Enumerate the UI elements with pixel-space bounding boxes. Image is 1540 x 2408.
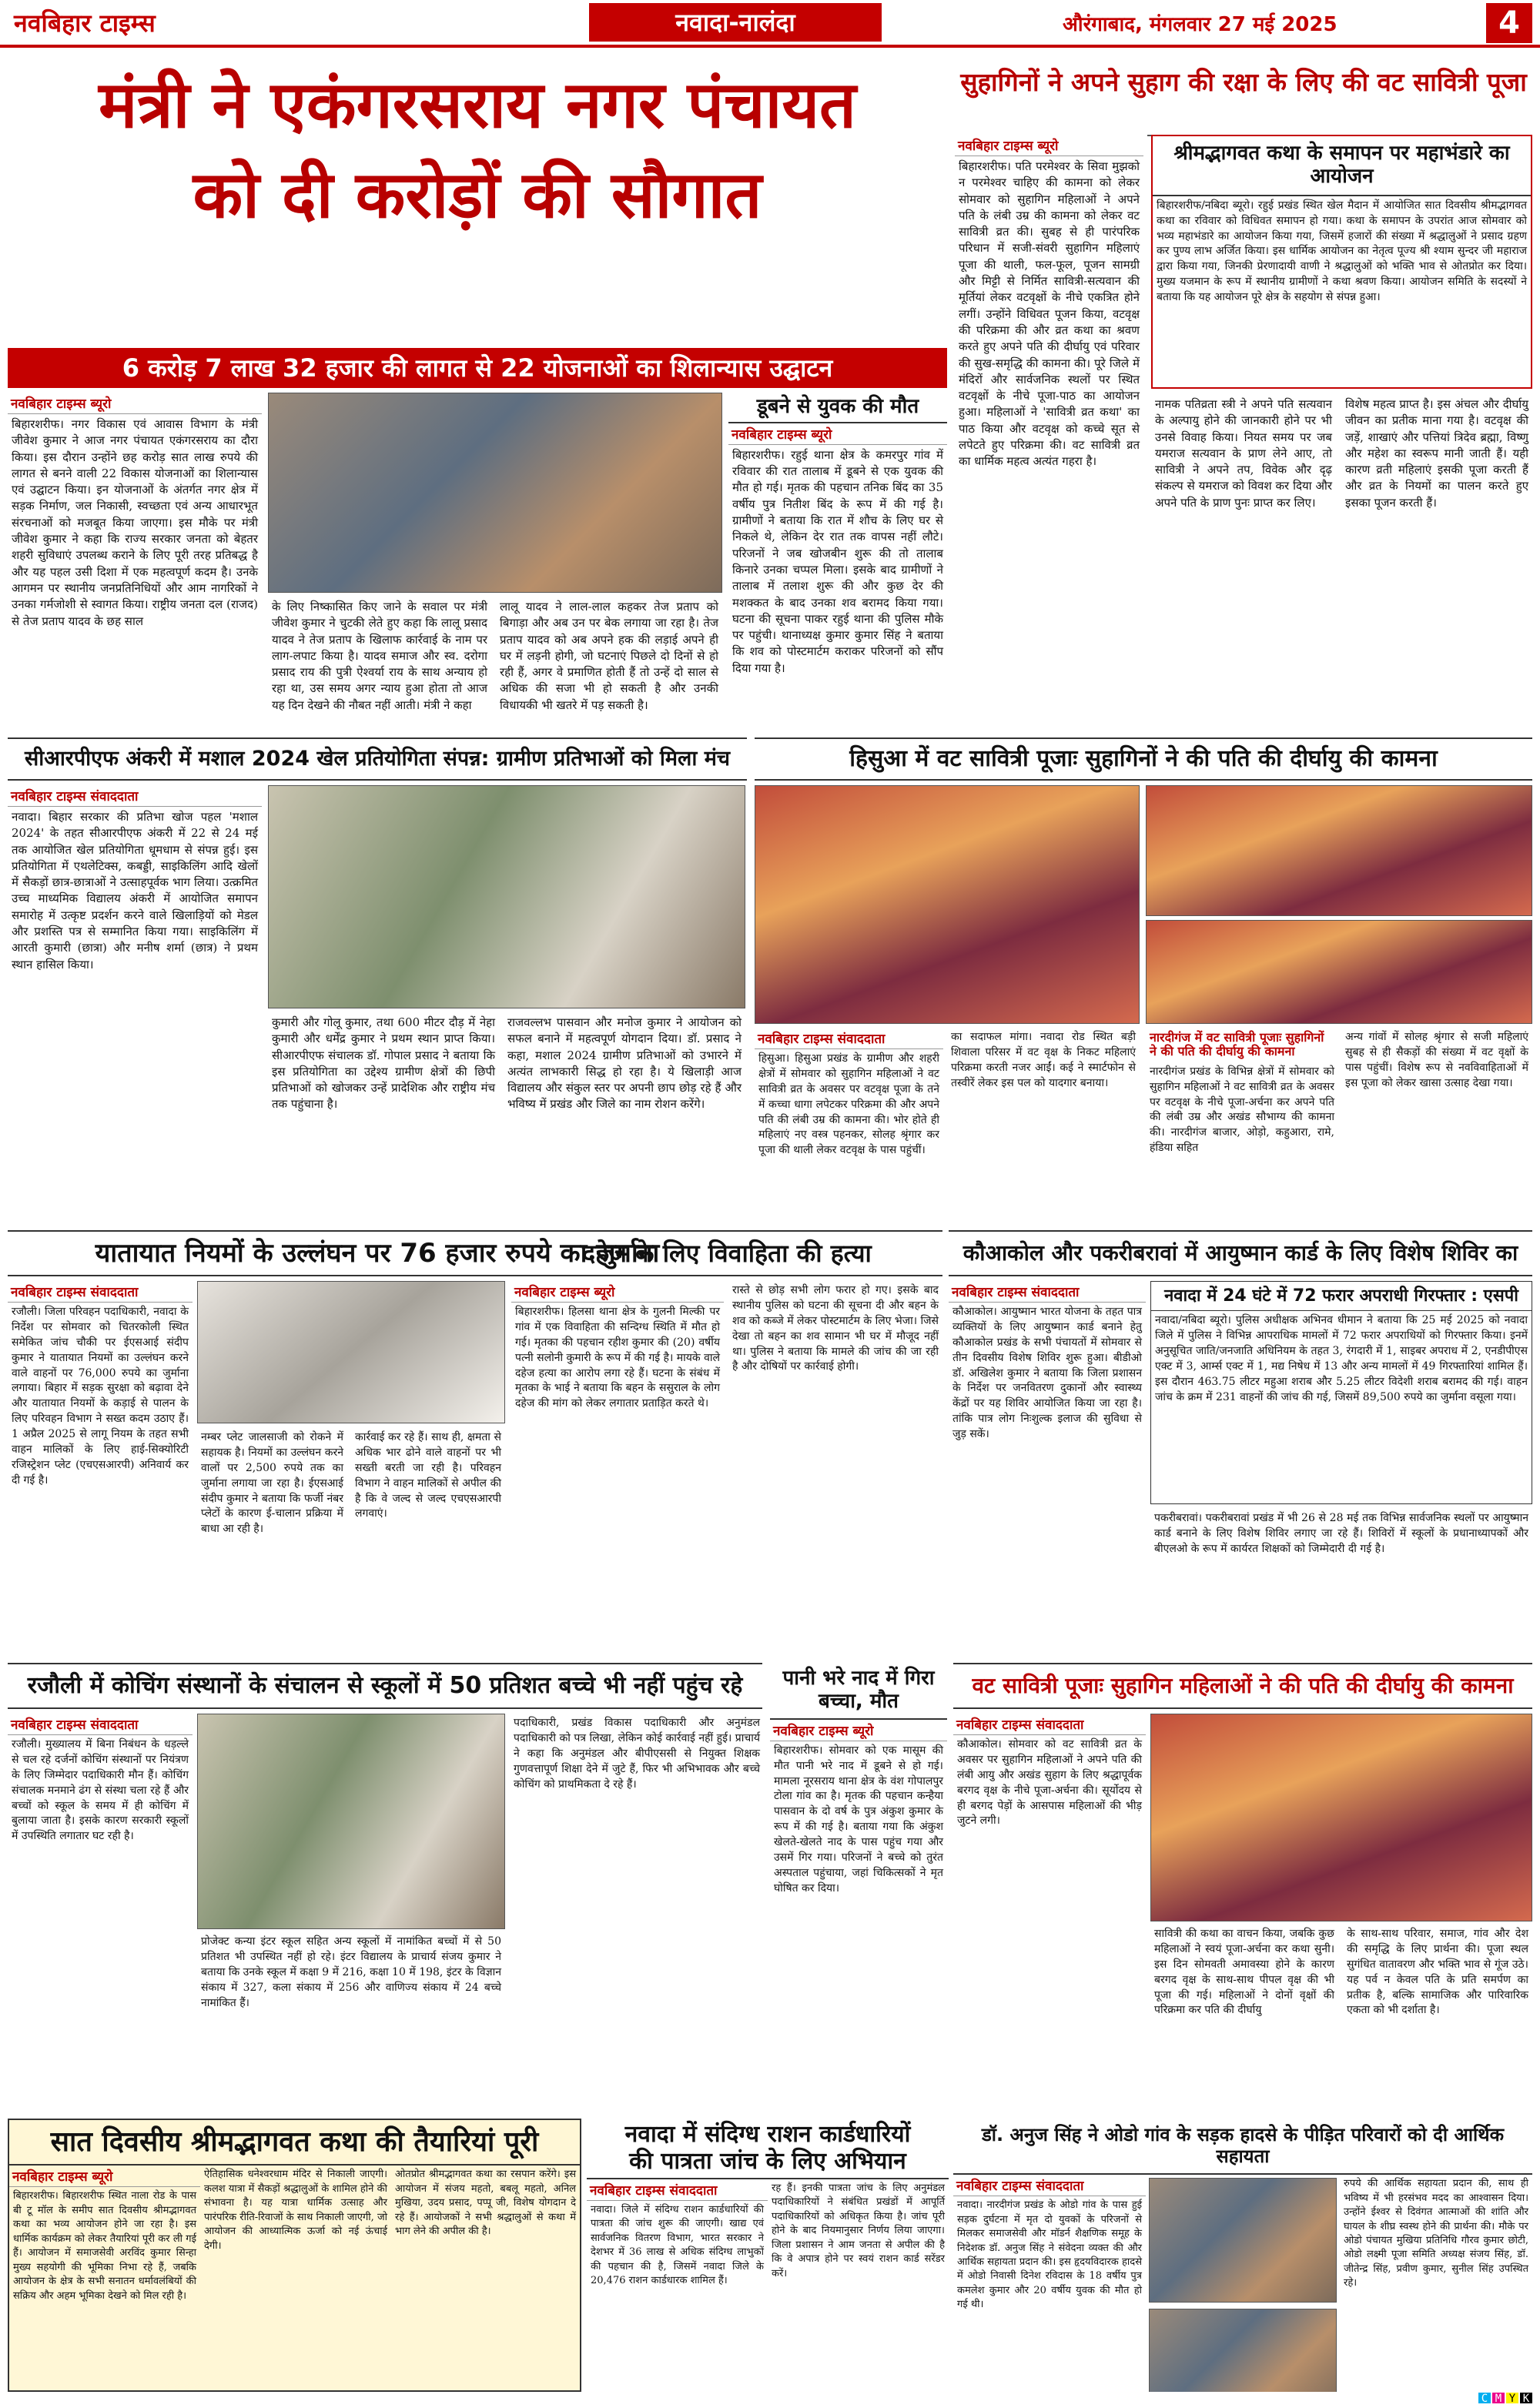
bhagwat2-body-2: ऐतिहासिक धनेश्वरधाम मंदिर से निकाली जाएगी। कलश यात्रा में सैकड़ों श्रद्धालुओं के शामिल होने की संभावना है। यह यात्रा धार्मिक उत्साह और पारंपरिक रीति-रिवाजों के साथ निकाली जाएगी, जो आयोजन की आध्यात्मिक ऊर्जा को नई ऊंचाई देगी। xyxy=(204,2169,387,2252)
traffic-byline: नवबिहार टाइम्स संवाददाता xyxy=(8,1281,192,1303)
nandbaby-headline: पानी भरे नाद में गिरा बच्चा, मौत xyxy=(770,1663,947,1720)
crpf-photo xyxy=(268,785,745,1008)
coaching-body: रजौली। मुख्यालय में बिना निबंधन के धड़ल्ले से चल रहे दर्जनों कोचिंग संस्थानों पर नियंत्रण के लिए जिम्मेदार पदाधिकारी मौन हैं। कोचिंग संचालक मनमाने ढंग से संस्था चला रहे हैं और बच्चों को स्कूल के समय में ही कोचिंग में बुलाया जाता है। इसके कारण सरकारी स्कूलों में उपस्थिति लगातार घट रही है। xyxy=(12,1738,189,1843)
vat1-col3 xyxy=(1341,394,1532,733)
accident-photo-2 xyxy=(1149,2309,1337,2392)
bhagwat2-col1 xyxy=(9,2166,200,2306)
vat2-col3 xyxy=(1343,1925,1532,2114)
lead-headline-line2: को दी करोड़ों की सौगात xyxy=(192,156,762,232)
lead-subhead: 6 करोड़ 7 लाख 32 हजार की लागत से 22 योजनाओं का शिलान्यास उद्घाटन xyxy=(8,348,947,388)
coaching-col2 xyxy=(197,1932,505,2114)
accident-photo-1 xyxy=(1149,2178,1337,2303)
vat2-body: कौआकोल। सोमवार को वट सावित्री व्रत के अवसर पर सुहागिन महिलाओं ने अपने पति की लंबी आयु और अखंड सुहाग के लिए श्रद्धापूर्वक बरगद वृक्ष के नीचे पूजा-अर्चना की। सूर्योदय से ही बरगद पेड़ों के आसपास महिलाओं की भीड़ जुटने लगी। xyxy=(957,1738,1142,1828)
ayushman-byline: नवबिहार टाइम्स संवाददाता xyxy=(949,1281,1146,1303)
vat2-col2 xyxy=(1150,1925,1338,2114)
crpf-col3 xyxy=(504,1012,745,1224)
ayushman-headline: कौआकोल और पकरीबरावां में आयुष्मान कार्ड के लिए विशेष शिविर का xyxy=(949,1230,1532,1276)
crpf-col1 xyxy=(8,785,262,1224)
bhagwat1-box xyxy=(1151,135,1532,389)
hisua-body-4: अन्य गांवों में सोलह श्रृंगार से सजी महिलाएं सुबह से ही सैकड़ों की संख्या में वट वृक्षों के पास पहुंचीं। विशेष रूप से नवविवाहिताओं में इस पूजा को लेकर खासा उत्साह देखा गया। xyxy=(1345,1031,1528,1089)
vat1-headline: सुहागिनों ने अपने सुहाग की रक्षा के लिए की वट सावित्री पूजा xyxy=(960,67,1527,97)
vat1-col2 xyxy=(1151,394,1336,733)
crpf-col2 xyxy=(268,1012,499,1224)
vat2-col1 xyxy=(953,1714,1146,2114)
coaching-photo xyxy=(197,1714,505,1929)
lead-col3 xyxy=(496,597,722,731)
lead-body-2: के लिए निष्कासित किए जाने के सवाल पर मंत्री जीवेश कुमार ने चुटकी लेते हुए कहा कि लालू प्रसाद यादव ने तेज प्रताप के खिलाफ कार्रवाई के नाम पर लाग-लपाट किया है। यादव समाज और स्व. दरोगा प्रसाद राय की पुत्री ऐश्वर्या राय के साथ अन्याय हो रहा था, उस समय अगर न्याय हुआ होता तो आज यह दिन देखने की नौबत नहीं आती। मंत्री ने कहा xyxy=(272,600,487,712)
hisua-body-2: का सदाफल मांगा। नवादा रोड स्थित बड़ी शिवाला परिसर में वट वृक्ष के निकट महिलाएं परिक्रमा करती नजर आईं। कई ने स्मार्टफोन से तस्वीरें लेकर इस पल को यादगार बनाया। xyxy=(951,1031,1136,1089)
hisua-photo-1 xyxy=(755,785,1140,1024)
lead-body-1: बिहारशरीफ। नगर विकास एवं आवास विभाग के मंत्री जीवेश कुमार ने आज नगर पंचायत एकंगरसराय का दौरा किया। इस दौरान उन्होंने छह करोड़ सात लाख रुपये की लागत से बनने वाली 22 विकास योजनाओं का शिलान्यास एवं उद्घाटन किया। इन योजनाओं के अंतर्गत नगर क्षेत्र में सड़क निर्माण, जल निकासी, स्वच्छता एवं अन्य आधारभूत संरचनाओं को मजबूत किया जाएगा। इस मौके पर मंत्री जीवेश कुमार ने कहा कि राज्य सरकार जनता को बेहतर शहरी सुविधाएं उपलब्ध कराने के लिए पूरी तरह प्रतिबद्ध है और यह पहल उसी दिशा में एक महत्वपूर्ण कदम है। उनके आगमन पर स्थानीय जनप्रतिनिधियों और आम नागरिकों ने उनका गर्मजोशी से स्वागत किया। राष्ट्रीय जनता दल (राजद) से तेज प्रताप यादव के छह साल xyxy=(12,417,258,628)
ration-body: नवादा। जिले में संदिग्ध राशन कार्डधारियों की पात्रता की जांच शुरू की जाएगी। खाद्य एवं सार्वजनिक वितरण विभाग, भारत सरकार ने देशभर में 36 लाख से अधिक संदिग्ध लाभुकों की पहचान की है, जिसमें नवादा जिले के 20,476 राशन कार्डधारक शामिल हैं। xyxy=(591,2204,764,2287)
vat2-body-2: सावित्री की कथा का वाचन किया, जबकि कुछ महिलाओं ने स्वयं पूजा-अर्चना कर कथा सुनी। इस दिन सोमवती अमावस्या होने के कारण बरगद वृक्ष के साथ-साथ पीपल वृक्ष की भी पूजा की गई। महिलाओं ने दोनों वृक्षों की परिक्रमा कर पति की दीर्घायु xyxy=(1154,1928,1334,2017)
accident-byline: नवबिहार टाइम्स संवाददाता xyxy=(953,2175,1146,2196)
traffic-body-2: नम्बर प्लेट जालसाजी को रोकने में सहायक है। नियमों का उल्लंघन करने वालों पर 2,500 रुपये तक का जुर्माना लगाया जा रहा है। ईएसआई संदीप कुमार ने बताया कि फर्जी नंबर प्लेटों के कारण ई-चालान प्रक्रिया में बाधा आ रही है। xyxy=(201,1431,343,1536)
traffic-body: रजौली। जिला परिवहन पदाधिकारी, नवादा के निर्देश पर सोमवार को चितरकोली स्थित समेकित जांच चौकी पर ईएसआई संदीप कुमार ने यातायात नियमों का उल्लंघन करने वाले वाहनों पर 76,000 रुपये का जुर्माना लगाया। बिहार में सड़क सुरक्षा को बढ़ावा देने और यातायात नियमों के कड़ाई से पालन के लिए परिवहन विभाग ने सख्त कदम उठाए हैं। 1 अप्रैल 2025 से लागू नियम के तहत सभी वाहन मालिकों के लिए हाई-सिक्योरिटी रजिस्ट्रेशन प्लेट (एचएसआरपी) अनिवार्य कर दी गई है। xyxy=(12,1306,189,1487)
hisua-photo-3 xyxy=(1146,920,1532,1024)
ayushman-col2 xyxy=(1150,1509,1532,1659)
ration-story xyxy=(587,2119,949,2392)
bhagwat1-body: बिहारशरीफ/नबिदा ब्यूरो। रहुई प्रखंड स्थित खेल मैदान में आयोजित सात दिवसीय श्रीमद्भागवत कथा का रविवार को विधिवत समापन हो गया। कथा के समापन के उपरांत आज सोमवार को भव्य महाभंडारे का आयोजन किया गया, जिसमें हजारों की संख्या में श्रद्धालुओं ने प्रसाद ग्रहण कर पुण्य लाभ अर्जित किया। इस धार्मिक आयोजन का नेतृत्व पूज्य श्री श्याम सुन्दर जी महाराज द्वारा किया गया, जिनकी प्रेरणादायी वाणी ने श्रद्धालुओं को भक्ति भाव से ओतप्रोत कर दिया। मुख्य यजमान के रूप में स्थानीय ग्रामीणों ने कथा श्रवण किया। आयोजन समिति के सदस्यों ने बताया कि यह आयोजन पूरे क्षेत्र के सहयोग से संपन्न हुआ। xyxy=(1157,199,1527,304)
coaching-byline: नवबिहार टाइम्स संवाददाता xyxy=(8,1714,192,1735)
dowry-byline: नवबिहार टाइम्स ब्यूरो xyxy=(511,1281,724,1303)
crpf-body: नवादा। बिहार सरकार की प्रतिभा खोज पहल 'मशाल 2024' के तहत सीआरपीएफ अंकरी में 22 से 24 मई तक आयोजित खेल प्रतियोगिता धूमधाम से संपन्न हुई। इस प्रतियोगिता में एथलेटिक्स, कबड्डी, साइकिलिंग आदि खेलों में सैकड़ों छात्र-छात्राओं ने उत्साहपूर्वक भाग लिया। उत्क्रमित उच्च माध्यमिक विद्यालय अंकरी में आयोजित समापन समारोह में उत्कृष्ट प्रदर्शन करने वाले खिलाड़ियों को मेडल और प्रशस्ति पत्र से सम्मानित किया गया। साइकिलिंग में आरती कुमारी (छात्रा) और मनीष शर्मा (छात्र) ने प्रथम स्थान हासिल किया। xyxy=(12,810,258,972)
crpf-body-2: कुमारी और गोलू कुमार, तथा 600 मीटर दौड़ में नेहा कुमारी और धर्मेंद्र कुमार ने प्रथम स्थान प्राप्त किया। सीआरपीएफ संचालक डॉ. गोपाल प्रसाद ने बताया कि इस प्रतियोगिता का उद्देश्य ग्रामीण क्षेत्रों की छिपी प्रतिभाओं को खोजकर उन्हें प्रादेशिक और राष्ट्रीय मंच तक पहुंचाना है। xyxy=(272,1015,495,1112)
lead-col2 xyxy=(268,597,491,731)
arrest-box xyxy=(1150,1281,1532,1504)
drowning-body: बिहारशरीफ। रहुई थाना क्षेत्र के कमरपुर गांव में रविवार की रात तालाब में डूबने से एक युवक की मौत हो गई। मृतक की पहचान तनिक बिंद का 35 वर्षीय पुत्र नितीश बिंद के रूप में की गई है। ग्रामीणों ने बताया कि रात में शौच के लिए घर से निकले थे, लेकिन देर रात तक वापस नहीं लौटे। परिजनों ने जब खोजबीन शुरू की तो तालाब किनारे उनका चप्पल मिला। इसके बाद ग्रामीणों ने तालाब में तलाश शुरू की और कुछ देर की मशक्कत के बाद उनका शव बरामद किया गया। घटना की सूचना पाकर रहुई थाना की पुलिस मौके पर पहुंची। थानाध्यक्ष कुमार कुमार सिंह ने बताया कि शव को पोस्टमार्टम कराकर परिजनों को सौंप दिया गया है। xyxy=(732,447,943,675)
cmyk-y: Y xyxy=(1506,2393,1518,2403)
dowry-col2 xyxy=(728,1281,942,1658)
nandbaby-byline: नवबिहार टाइम्स ब्यूरो xyxy=(770,1720,947,1741)
crpf-byline: नवबिहार टाइम्स संवाददाता xyxy=(8,785,262,807)
lead-byline: नवबिहार टाइम्स ब्यूरो xyxy=(8,393,262,414)
vat1-col1 xyxy=(955,135,1143,735)
accident-col1 xyxy=(953,2175,1146,2392)
vat1-body: बिहारशरीफ। पति परमेश्वर के सिवा मुझको न परमेश्वर चाहिए की कामना को लेकर सोमवार को सुहागिन महिलाओं ने अपने पति के लंबी उम्र की कामना को लेकर वट सावित्री व्रत की। सुबह से ही पारंपरिक परिधान में सजी-संवरी सुहागिन महिलाएं पूजा की थाली, फल-फूल, पूजन सामग्री और मिट्टी से निर्मित सावित्री-सत्यवान की मूर्तियां लेकर वटवृक्षों के नीचे एकत्रित होने लगीं। उन्होंने विधिवत पूजन किया, वटवृक्ष की परिक्रमा की और व्रत कथा का श्रवण करते हुए अपने पति की दीर्घायु एवं परिवार की सुख-समृद्धि की कामना की। पूरे जिले में मंदिरों और सार्वजनिक स्थलों पर स्थित वटवृक्षों के नीचे पूजा-पाठ का आयोजन हुआ। महिलाओं ने 'सावित्री व्रत कथा' का पाठ किया और वटवृक्ष को कच्चे सूत से लपेटते हुए परिक्रमा की। वट सावित्री व्रत का धार्मिक महत्व अत्यंत गहरा है। xyxy=(959,159,1140,469)
accident-body-2: रुपये की आर्थिक सहायता प्रदान की, साथ ही भविष्य में भी हरसंभव मदद का आश्वासन दिया। उन्होंने ईश्वर से दिवंगत आत्माओं की शांति और घायल के शीघ्र स्वस्थ होने की प्रार्थना की। मौके पर ओडो पंचायत मुखिया प्रतिनिधि गौरव कुमार छोटी, ओडो लक्ष्मी पूजा समिति अध्यक्ष संजय सिंह, डॉ. जीतेन्द्र सिंह, प्रवीण कुमार, सुनील सिंह उपस्थित रहे। xyxy=(1344,2178,1528,2289)
hisua-headline: हिसुआ में वट सावित्री पूजाः सुहागिनों ने की पति की दीर्घायु की कामना xyxy=(755,737,1532,781)
vat2-body-3: के साथ-साथ परिवार, समाज, गांव और देश की समृद्धि के लिए प्रार्थना की। पूजा स्थल सुगंधित वातावरण और भक्ति भाव से गूंज उठे। यह पर्व न केवल पति के प्रति समर्पण का प्रतीक है, बल्कि सामाजिक और पारिवारिक एकता को भी दर्शाता है। xyxy=(1347,1928,1528,2017)
vat1-body-3: विशेष महत्व प्राप्त है। इस अंचल और दीर्घायु जीवन का प्रतीक माना गया है। वटवृक्ष की जड़ें, शाखाएं और पत्तियां त्रिदेव ब्रह्मा, विष्णु और महेश का स्वरूप मानी जाती हैं। यही कारण व्रती महिलाएं इसकी पूजा करती हैं और व्रत के नियमों का पालन करते हुए इसका पूजन करती हैं। xyxy=(1345,397,1528,510)
ayushman-body-2: पकरीबरावां। पकरीबरावां प्रखंड में भी 26 से 28 मई तक विभिन्न सार्वजनिक स्थलों पर आयुष्मान कार्ड बनाने के लिए विशेष शिविर लगाए जा रहे हैं। शिविरों में स्कूलों के प्रधानाध्यापकों और बीएलओ के रूप में कार्यरत शिक्षकों को जिम्मेदारी दी गई है। xyxy=(1154,1512,1528,1555)
traffic-headline: यातायात नियमों के उल्लंघन पर 76 हजार रुपये का जुर्माना xyxy=(8,1230,747,1276)
accident-col2 xyxy=(1340,2175,1532,2392)
hisua-col2 xyxy=(947,1028,1140,1224)
drowning-story xyxy=(728,393,947,731)
ayushman-col1 xyxy=(949,1281,1146,1658)
accident-headline: डॉ. अनुज सिंह ने ओडो गांव के सड़क हादसे के पीड़ित परिवारों को दी आर्थिक सहायता xyxy=(953,2119,1532,2175)
ayushman-body: कौआकोल। आयुष्मान भारत योजना के तहत पात्र व्यक्तियों के लिए आयुष्मान कार्ड बनाने हेतु कौआकोल प्रखंड के सभी पंचायतों में सोमवार से तीन दिवसीय विशेष शिविर शुरू हुआ। बीडीओ डॉ. अखिलेश कुमार ने बताया कि जिला प्रशासन के निर्देश पर जनवितरण दुकानों और स्वास्थ्य केंद्रों पर यह शिविर आयोजित किया जा रहा है। तांकि पात्र लोग निःशुल्क इलाज की सुविधा से जुड़ सकें। xyxy=(952,1306,1142,1440)
drowning-headline: डूबने से युवक की मौत xyxy=(728,393,947,423)
coaching-headline: रजौली में कोचिंग संस्थानों के संचालन से स्कूलों में 50 प्रतिशत बच्चे भी नहीं पहुंच रहे xyxy=(8,1663,762,1709)
ration-body-2: रह हैं। इनकी पात्रता जांच के लिए अनुमंडल पदाधिकारियों ने संबंधित प्रखंडों में आपूर्ति पदाधिकारियों को अधिकृत किया है। जांच पूरी होने के बाद नियमानुसार निर्णय लिया जाएगा। जिला प्रशासन ने आम जनता से अपील की है कि वे अपात्र होने पर स्वयं राशन कार्ड सरेंडर करें। xyxy=(772,2182,945,2279)
bhagwat1-headline: श्रीमद्भागवत कथा के समापन पर महाभंडारे का आयोजन xyxy=(1153,136,1531,196)
vat2-byline: नवबिहार टाइम्स संवाददाता xyxy=(953,1714,1146,1735)
dowry-body-2: रास्ते से छोड़ सभी लोग फरार हो गए। इसके बाद स्थानीय पुलिस को घटना की सूचना दी और बहन के शव को कब्जे में लेकर पोस्टमार्टम के लिए भेजा। जिसे देखा तो बहन का शव सामान भी घर में मौजूद नहीं था। पुलिस ने बताया कि मामले की जांच की जा रही है और दोषियों पर कार्रवाई होगी। xyxy=(732,1284,939,1373)
traffic-col1 xyxy=(8,1281,192,1658)
bhagwat2-byline: नवबिहार टाइम्स ब्यूरो xyxy=(9,2166,200,2187)
coaching-col3 xyxy=(510,1714,764,2114)
masthead xyxy=(0,0,1540,48)
arrest-body: नवादा/नबिदा ब्यूरो। पुलिस अधीक्षक अभिनव धीमान ने बताया कि 25 मई 2025 को नवादा जिले में पुलिस ने विभिन्न आपराधिक मामलों में 72 फरार अपराधियों को गिरफ्तार किया। इनमें अनुसूचित जाति/जनजाति अधिनियम के तहत 3, रंगदारी में 1, साइबर अपराध में 2, एनडीपीएस एक्ट में 3, आर्म्स एक्ट में 1, मद्य निषेध में 13 और अन्य मामलों में 49 गिरफ्तारियां शामिल हैं। इस दौरान 463.75 लीटर महुआ शराब और 5.25 लीटर विदेशी शराब बरामद की गई। वाहन जांच के क्रम में 231 वाहनों की जांच की गई, जिसमें 89,500 रुपये का जुर्माना वसूला गया। xyxy=(1155,1314,1528,1403)
ration-headline-line2: की पात्रता जांच के लिए अभियान xyxy=(587,2149,949,2180)
hisua-body-3: नारदीगंज प्रखंड के विभिन्न क्षेत्रों में सोमवार को सुहागिन महिलाओं ने वट सावित्री व्रत के अवसर पर वटवृक्ष के नीचे पूजा-अर्चना कर अपने पति की लंबी उम्र और अखंड सौभाग्य की कामना की। नारदीगंज बाजार, ओड़ो, कहुआरा, रामे, हंडिया सहित xyxy=(1150,1065,1334,1155)
ration-byline: नवबिहार टाइम्स संवाददाता xyxy=(587,2179,768,2201)
issue-date: औरंगाबाद, मंगलवार 27 मई 2025 xyxy=(1063,13,1337,36)
hisua-byline: नवबिहार टाइम्स संवाददाता xyxy=(755,1028,943,1049)
bhagwat2-col2 xyxy=(200,2166,391,2306)
dowry-col1 xyxy=(511,1281,724,1658)
traffic-col3 xyxy=(351,1428,505,1659)
bhagwat2-col3 xyxy=(391,2166,580,2306)
lead-story xyxy=(8,54,947,346)
traffic-photo xyxy=(197,1281,505,1423)
vat1-body-2: नामक पतिव्रता स्त्री ने अपने पति सत्यवान के अल्पायु होने की जानकारी होने पर भी उनसे विवाह किया। नियत समय पर जब यमराज सत्यवान के प्राण लेने आए, तो सावित्री ने अपने तप, विवेक और दृढ़ संकल्प से यमराज को विवश कर दिया और अपने पति के प्राण पुनः प्राप्त कर लिए। xyxy=(1155,397,1332,510)
dowry-body: बिहारशरीफ। हिलसा थाना क्षेत्र के गुलनी मिल्की पर गांव में एक विवाहिता की सन्दिग्ध स्थिति में मौत हो गई। मृतका की पहचान रहीश कुमार की (20) वर्षीय पत्नी सलोनी कुमारी के रूप में की गई है। मायके वाले दहेज हत्या का आरोप लगा रहे हैं। घटना के संबंध में मृतका के भाई ने बताया कि बहन के ससुराल के लोग दहेज की मांग को लेकर लगातार प्रताड़ित करते थे। xyxy=(515,1306,720,1410)
vat2-photo xyxy=(1150,1714,1532,1921)
coaching-col1 xyxy=(8,1714,192,2114)
paper-name: नवबिहार टाइम्स xyxy=(14,8,156,38)
ration-col2 xyxy=(768,2179,949,2291)
bhagwat2-body: बिहारशरीफ। बिहारशरीफ स्थित नाला रोड के पास बी टू मॉल के समीप सात दिवसीय श्रीमद्भागवत कथा का भव्य आयोजन होने जा रहा है। इस धार्मिक कार्यक्रम को लेकर तैयारियां पूरी कर ली गई हैं। आयोजन में समाजसेवी अरविंद कुमार सिन्हा मुख्य सहयोगी की भूमिका निभा रहे हैं, जबकि आयोजन के क्षेत्र के सभी सनातन धर्मावलंबियों की सक्रिय और अहम भूमिका देखने को मिल रही है। xyxy=(13,2190,196,2302)
crpf-body-3: राजवल्लभ पासवान और मनोज कुमार ने आयोजन को सफल बनाने में महत्वपूर्ण योगदान दिया। डॉ. प्रसाद ने कहा, मशाल 2024 ग्रामीण प्रतिभाओं को उभारने में अत्यंत लाभकारी सिद्ध हो रहा है। ये खिलाड़ी आज विद्यालय और संकुल स्तर पर अपनी छाप छोड़ रहे हैं और भविष्य में प्रखंड और जिले का नाम रोशन करेंगे। xyxy=(507,1015,742,1112)
vat2-headline: वट सावित्री पूजाः सुहागिन महिलाओं ने की पति की दीर्घायु की कामना xyxy=(953,1663,1532,1709)
nandbaby-story xyxy=(770,1663,947,2114)
hisua-col3 xyxy=(1146,1028,1338,1224)
hisua-subheadline: नारदीगंज में वट सावित्री पूजाः सुहागिनों ने की पति की दीर्घायु की कामना xyxy=(1150,1030,1324,1059)
accident-story xyxy=(953,2119,1532,2392)
edition-label: नवादा-नालंदा xyxy=(589,3,882,42)
lead-body-3: लालू यादव ने लाल-लाल कहकर तेज प्रताप को बिगाड़ा और अब उन पर बेक लगाया जा रहा है। तेज प्रताप यादव को अब अपने हक की लड़ाई अपने ही घर में लड़नी होगी, जो घटनाएं पिछले दो दिनों से हो रही हैं, अगर वे प्रमाणित होती हैं तो उन्हें दो साल से अधिक की सजा भी हो सकती है और उनकी विधायकी भी खतरे में पड़ सकती है। xyxy=(500,600,718,712)
hisua-body: हिसुआ। हिसुआ प्रखंड के ग्रामीण और शहरी क्षेत्रों में सोमवार को सुहागिन महिलाओं ने वट सावित्री व्रत के अवसर पर वटवृक्ष पूजा के तने में कच्चा धागा लपेटकर परिक्रमा की और अपने पति की लंबी उम्र की कामना की। भोर होते ही महिलाएं नए वस्त्र पहनकर, सोलह श्रृंगार कर पूजा की थाली लेकर वटवृक्ष के पास पहुंचीं। xyxy=(758,1052,939,1157)
cmyk-k: K xyxy=(1520,2393,1532,2403)
arrest-headline: नवादा में 24 घंटे में 72 फरार अपराधी गिरफ्तार : एसपी xyxy=(1151,1282,1532,1311)
dowry-headline: दहेज के लिए विवाहिता की हत्या xyxy=(511,1230,942,1276)
coaching-body-2: प्रोजेक्ट कन्या इंटर स्कूल सहित अन्य स्कूलों में नामांकित बच्चों में से 50 प्रतिशत भी उपस्थित नहीं हो रहे। इंटर विद्यालय के प्राचार्य संजय कुमार ने बताया कि उनके स्कूल में कक्षा 9 में 216, कक्षा 10 में 198, इंटर के विज्ञान संकाय में 327, कला संकाय में 256 और वाणिज्य संकाय में 24 बच्चे नामांकित हैं। xyxy=(201,1935,501,2009)
bhagwat2-box xyxy=(8,2119,581,2392)
ration-col1 xyxy=(587,2179,768,2291)
ration-headline-line1: नवादा में संदिग्ध राशन कार्डधारियों xyxy=(624,2121,911,2148)
hisua-photo-2 xyxy=(1146,785,1532,916)
coaching-body-3: पदाधिकारी, प्रखंड विकास पदाधिकारी और अनुमंडल पदाधिकारी को पत्र लिखा, लेकिन कोई कार्रवाई नहीं हुई। प्राचार्य ने कहा कि अनुमंडल और बीपीएससी से नियुक्त शिक्षक गुणवत्तापूर्ण शिक्षा देने में जुटे हैं, फिर भी अभिभावक और बच्चे कोचिंग को प्राथमिकता दे रहे हैं। xyxy=(514,1717,760,1791)
page-number: 4 xyxy=(1486,3,1532,43)
cmyk-marks xyxy=(1477,2393,1532,2405)
lead-headline-line1: मंत्री ने एकंगरसराय नगर पंचायत xyxy=(99,67,856,142)
hisua-col1 xyxy=(755,1028,943,1224)
lead-photo xyxy=(268,393,722,593)
traffic-col2 xyxy=(197,1428,347,1659)
bhagwat2-body-3: ओतप्रोत श्रीमद्भागवत कथा का रसपान करेंगे। इस आयोजन में संजय महतो, बबलू महतो, अनिल मुखिया, उदय प्रसाद, पप्पू जी, विशेष योगदान दे रहे हैं। आयोजकों ने सभी श्रद्धालुओं से कथा में भाग लेने की अपील की है। xyxy=(395,2169,576,2238)
hisua-col4 xyxy=(1341,1028,1532,1224)
drowning-byline: नवबिहार टाइम्स ब्यूरो xyxy=(728,423,947,445)
lead-col1 xyxy=(8,393,262,731)
bhagwat2-headline: सात दिवसीय श्रीमद्भागवत कथा की तैयारियां पूरी xyxy=(9,2120,580,2166)
vat1-byline: नवबिहार टाइम्स ब्यूरो xyxy=(955,135,1143,156)
cmyk-c: C xyxy=(1478,2393,1491,2403)
nandbaby-body: बिहारशरीफ। सोमवार को एक मासूम की मौत पानी भरे नाद में डूबने से हो गई। मामला नूरसराय थाना क्षेत्र के वंश गोपालपुर टोला गांव का है। मृतक की पहचान कन्हैया पासवान के दो वर्ष के पुत्र अंकुश कुमार के रूप में की गई है। बताया गया कि अंकुश खेलते-खेलते नाद के पास पहुंच गया और उसमें गिर गया। परिजनों ने बच्चे को तुरंत अस्पताल पहुंचाया, जहां चिकित्सकों ने मृत घोषित कर दिया। xyxy=(774,1744,943,1895)
cmyk-m: M xyxy=(1492,2393,1505,2403)
accident-body: नवादा। नारदीगंज प्रखंड के ओडो गांव के पास हुई सड़क दुर्घटना में मृत दो युवकों के परिजनों से मिलकर समाजसेवी और मॉडर्न शैक्षणिक समूह के निदेशक डॉ. अनुज सिंह ने संवेदना व्यक्त की और आर्थिक सहायता प्रदान की। इस हृदयविदारक हादसे में ओडो निवासी दिनेश रविदास के 18 वर्षीय पुत्र कमलेश कुमार और 20 वर्षीय युवक की मौत हो गई थी। xyxy=(957,2199,1142,2311)
traffic-body-3: कार्रवाई कर रहे हैं। साथ ही, क्षमता से अधिक भार ढोने वाले वाहनों पर भी सख्ती बरती जा रही है। परिवहन विभाग ने वाहन मालिकों से अपील की है कि वे जल्द से जल्द एचएसआरपी लगवाएं। xyxy=(355,1431,501,1520)
crpf-headline: सीआरपीएफ अंकरी में मशाल 2024 खेल प्रतियोगिता संपन्न: ग्रामीण प्रतिभाओं को मिला मंच xyxy=(8,737,747,781)
